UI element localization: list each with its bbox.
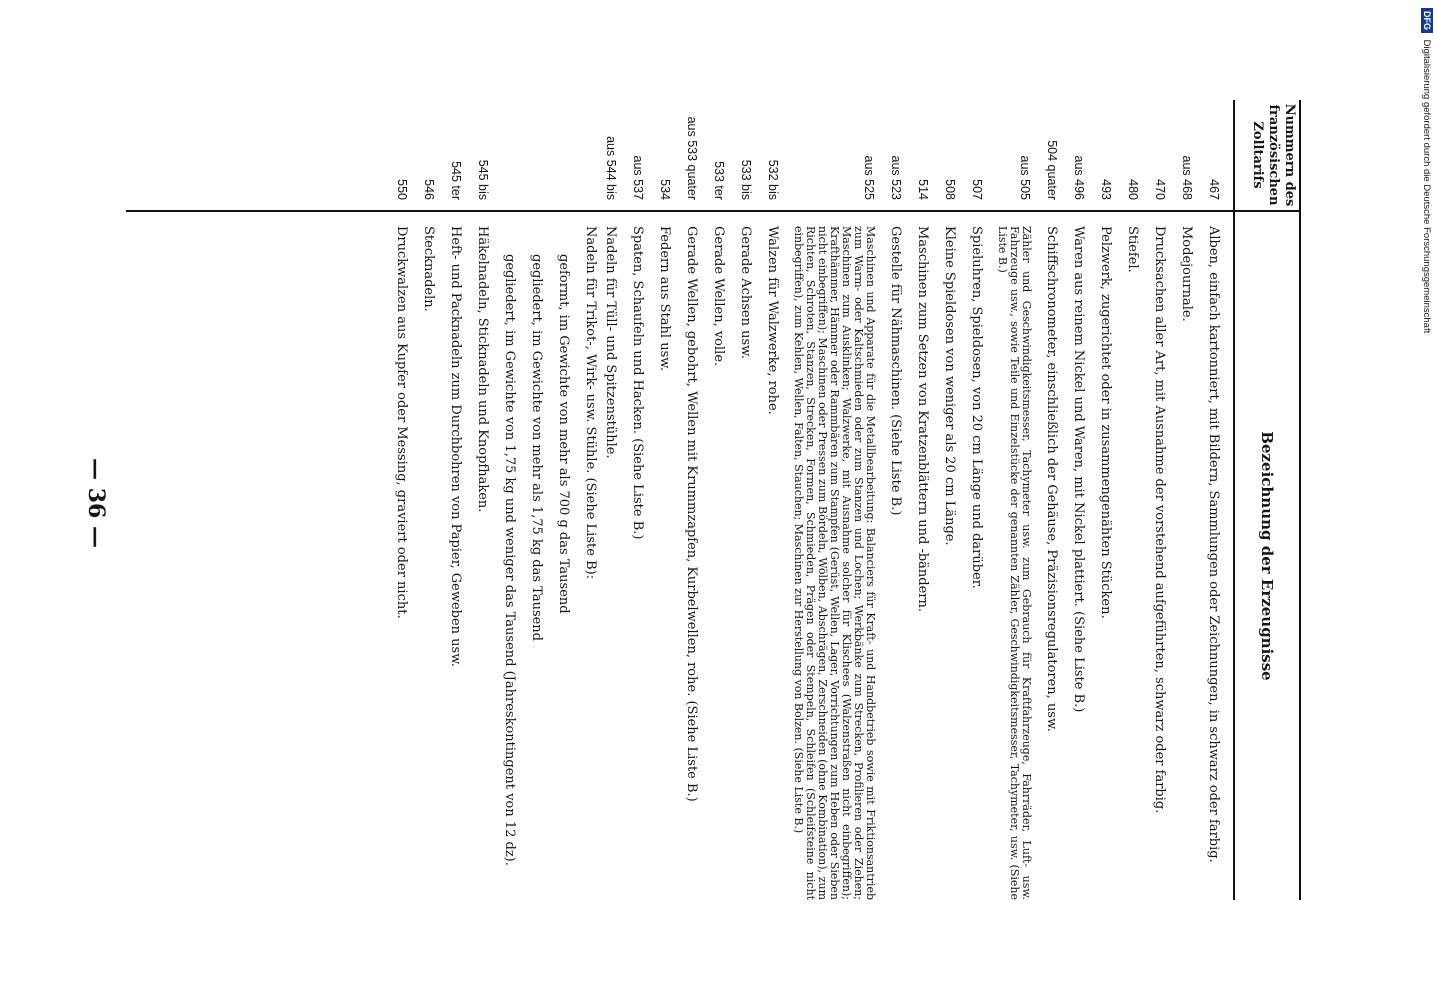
table-row	[556, 100, 571, 900]
product-description: Gestelle für Nähmaschinen. (Siehe Liste B.)	[888, 226, 903, 516]
digitization-watermark	[1415, 8, 1434, 992]
table-row	[421, 100, 436, 900]
table-row	[915, 100, 930, 900]
table-row	[1044, 100, 1059, 900]
table-row	[475, 100, 490, 900]
product-description: Spaten, Schaufeln und Hacken. (Siehe Liste B.)	[630, 226, 645, 540]
product-description: Stecknadeln.	[421, 226, 436, 312]
tariff-table	[126, 100, 1301, 900]
table-body	[382, 100, 1221, 900]
tariff-number: 545 ter	[449, 161, 463, 200]
product-description: Maschinen zum Setzen von Kratzenblättern und -bändern.	[915, 226, 930, 613]
product-description: geformt, im Gewichte von mehr als 700 g das Tausend	[556, 254, 571, 614]
product-description: Zähler und Geschwindigkeitsmesser, Tachymeter usw. zum Gebrauch für Kraftfahrzeuge, Fahrräder, Luft- usw. Fahrzeuge usw., sowie Teile und Einzelstücke der genannten Zähler, Geschwindigkeitsmesser, Tachymeter, usw. (Siehe Liste B.)	[996, 226, 1033, 900]
tariff-number	[583, 100, 598, 210]
product-description: Schiffschronometer, einschließlich der Gehäuse, Präzisionsregulatoren, usw.	[1044, 226, 1059, 732]
table-row	[888, 100, 903, 900]
tariff-number: aus 505	[1018, 155, 1032, 200]
tariff-number: 514	[916, 179, 930, 200]
tariff-number: 480	[1126, 179, 1140, 200]
table-row	[1206, 100, 1221, 900]
table-row	[657, 100, 672, 900]
table-row	[1071, 100, 1086, 900]
table-row	[394, 100, 409, 900]
product-description: Häkelnadeln, Sticknadeln und Knopfhaken.	[475, 226, 490, 513]
product-description: Modejournale.	[1179, 226, 1194, 322]
tariff-number: 550	[395, 179, 409, 200]
tariff-number: aus 544 bis	[604, 136, 618, 200]
product-description: Gerade Achsen usw.	[738, 226, 753, 359]
product-description: Spieluhren, Spieldosen, von 20 cm Länge und darüber.	[969, 226, 984, 589]
tariff-number	[556, 100, 571, 210]
tariff-number: 508	[943, 179, 957, 200]
product-description: Waren aus reinem Nickel und Waren, mit Nickel plattiert. (Siehe Liste B.)	[1071, 226, 1086, 713]
table-row	[1125, 100, 1140, 900]
table-row	[630, 100, 645, 900]
table-row	[792, 100, 876, 900]
tariff-number: 493	[1099, 179, 1113, 200]
tariff-number: 533 ter	[712, 161, 726, 200]
product-description: Federn aus Stahl usw.	[657, 226, 672, 371]
tariff-number: aus 533 quater	[685, 116, 699, 200]
page-number: — 36 —	[83, 458, 109, 548]
table-row	[738, 100, 753, 900]
tariff-number	[502, 100, 517, 210]
tariff-number: 507	[970, 179, 984, 200]
product-description: Heft- und Packnadeln zum Durchbohren von Papier, Geweben usw.	[448, 226, 463, 667]
tariff-number: aus 496	[1072, 155, 1086, 200]
tariff-number	[529, 100, 544, 210]
table-row	[711, 100, 726, 900]
table-row	[942, 100, 957, 900]
table-row	[1152, 100, 1167, 900]
table-row	[969, 100, 984, 900]
watermark-text: Digitalisierung gefördert durch die Deutsche Forschungsgemeinschaft	[1421, 39, 1432, 334]
product-description: gegliedert, im Gewichte von 1,75 kg und weniger das Tausend (Jahreskontingent von 12 dz).	[502, 254, 517, 866]
dfg-logo: DFG	[1421, 8, 1433, 33]
product-description: Nadeln für Tüll- und Spitzenstühle.	[603, 226, 618, 459]
product-description: Gerade Wellen, volle.	[711, 226, 726, 367]
product-description: Pelzwerk, zugerichtet oder in zusammengenähten Stücken.	[1098, 226, 1113, 619]
tariff-number: aus 468	[1180, 155, 1194, 200]
tariff-number: 534	[658, 179, 672, 200]
tariff-number: 504 quater	[1045, 140, 1059, 200]
product-description: Stiefel.	[1125, 226, 1140, 273]
table-row	[1098, 100, 1113, 900]
tariff-number: aus 537	[631, 155, 645, 200]
product-description: Nadeln für Trikot-, Wirk- usw. Stühle. (Siehe Liste B):	[583, 226, 598, 580]
product-description: Alben, einfach kartonniert, mit Bildern, Sammlungen oder Zeichnungen, in schwarz oder farbig.	[1206, 226, 1221, 863]
table-row	[448, 100, 463, 900]
tariff-number: 470	[1153, 179, 1167, 200]
tariff-number: 545 bis	[476, 159, 490, 200]
table-row	[583, 100, 598, 900]
tariff-number: aus 525	[862, 155, 876, 200]
tariff-number: aus 523	[889, 155, 903, 200]
table-row	[502, 100, 517, 900]
product-description: Maschinen und Apparate für die Metallbearbeitung: Balanciers für Kraft- und Handbetrieb sowie mit Friktionsantrieb zum Warm- oder Kaltschmieden oder zum Stanzen und Lochen; Werkbänke zum Strecken, Profilieren oder Ziehen; Maschinen zum Ausklinken; Walzwerke, mit Ausnahme solcher für Klischees (Walzenstraßen nicht einbegriffen); Krafthämmer, Hämmer oder Rammbären zum Stampfen (Gerüst, Wellen, Lager, Vorrichtungen zum Heben oder Sieben nicht einbegriffen); Maschinen oder Pressen zum Bördeln, Wölben, Abschrägen, Zerschneiden (ohne Kombination), zum Richten, Schroten, Stanzen, Strecken, Formen, Schmieden, Prägen oder Stempeln, Schleifen (Schleifsteine nicht einbegriffen), zum Kehlen, Wellen, Falten, Stauchen; Maschinen zur Herstellung von Bolzen. (Siehe Liste B.)	[792, 226, 877, 900]
tariff-number: 467	[1207, 179, 1221, 200]
tariff-number: 546	[422, 179, 436, 200]
product-description: Druckwalzen aus Kupfer oder Messing, graviert oder nicht.	[394, 226, 409, 619]
table-row	[529, 100, 544, 900]
table-row	[996, 100, 1032, 900]
product-description: Gerade Wellen, gebohrt, Wellen mit Krummzapfen, Kurbelwellen, rohe. (Siehe Liste B.)	[684, 226, 699, 802]
header-description-column: Bezeichnung der Erzeugnisse	[1233, 210, 1301, 900]
product-description: Kleine Spieldosen von weniger als 20 cm Länge.	[942, 226, 957, 546]
table-row	[1179, 100, 1194, 900]
product-description: gegliedert, im Gewichte von mehr als 1,75 kg das Tausend	[529, 254, 544, 642]
table-row	[765, 100, 780, 900]
tariff-number: 532 bis	[766, 159, 780, 200]
product-description: Drucksachen aller Art, mit Ausnahme der vorstehend aufgeführten, schwarz oder farbig.	[1152, 226, 1167, 814]
table-row	[603, 100, 618, 900]
tariff-number: 533 bis	[739, 159, 753, 200]
product-description: Walzen für Walzwerke, rohe.	[765, 226, 780, 415]
table-row	[684, 100, 699, 900]
header-number-column: Nummern des französischen Zolltarifs	[1233, 100, 1301, 210]
